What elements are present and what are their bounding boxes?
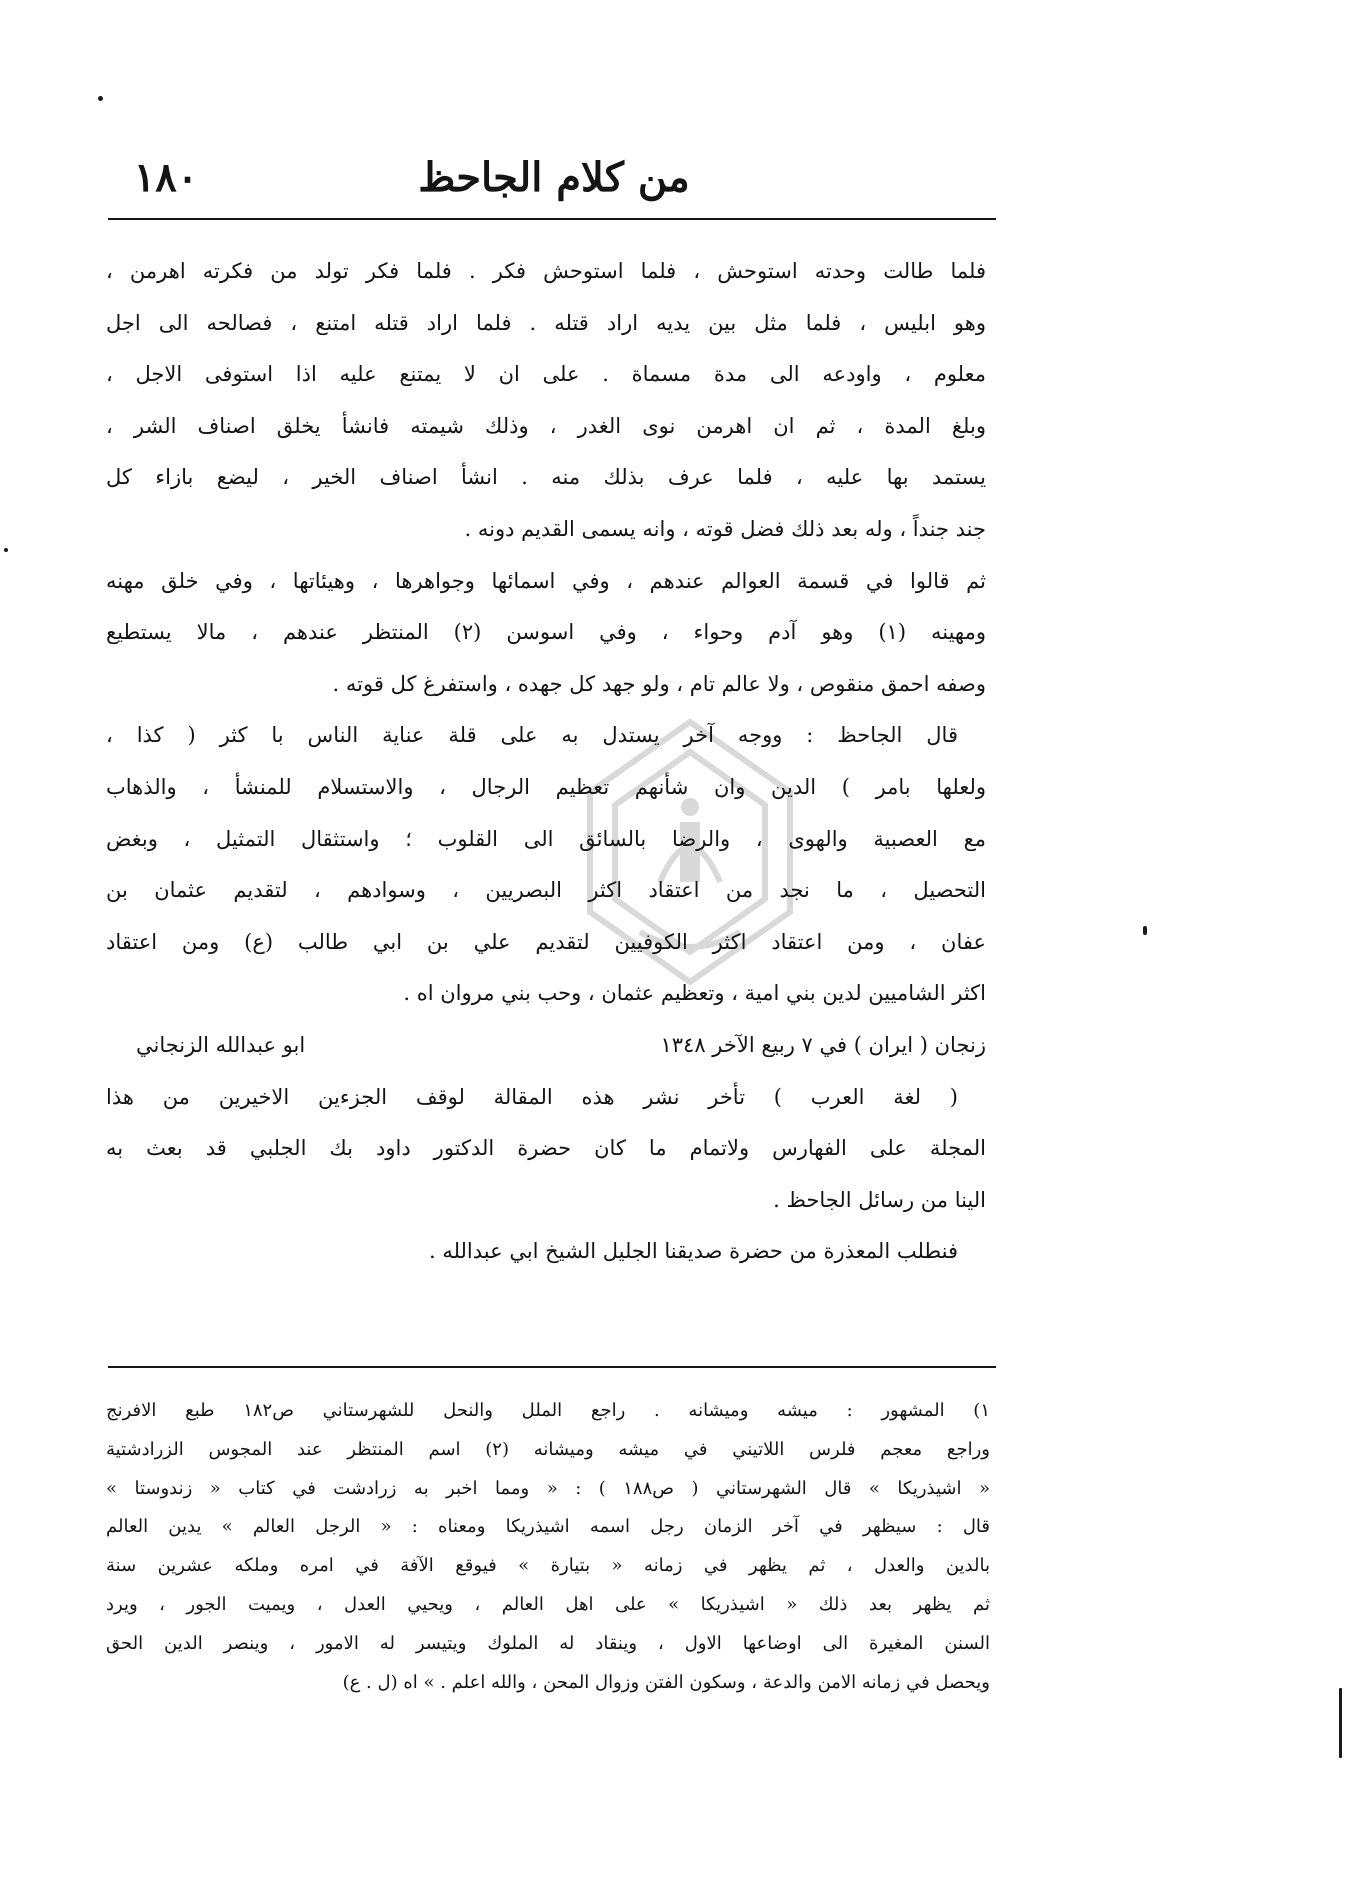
scan-speck [4, 548, 8, 552]
footnote-line: ويحصل في زمانه الامن والدعة ، وسكون الفتن وزوال المحن ، والله اعلم . » اه (ل . ع) [342, 1671, 990, 1693]
header-rule [108, 218, 996, 220]
page-header [106, 145, 1002, 211]
body-line: التحصيل ، ما نجد من اعتقاد اكثر البصريين ، وسوادهم ، لتقديم عثمان بن [106, 878, 986, 903]
body-line: ولعلها بامر ) الدين وان شأنهم تعظيم الرجال ، والاستسلام للمنشأ ، والذهاب [106, 774, 986, 799]
footnotes [106, 1392, 990, 1702]
body-line: مع العصبية والهوى ، والرضا بالسائق الى القلوب ؛ واستثقال التمثيل ، وبغض [106, 826, 986, 851]
editor-note-line: فنطلب المعذرة من حضرة صديقنا الجليل الشيخ ابي عبدالله . [428, 1239, 958, 1264]
body-line: معلوم ، واودعه الى مدة مسماة . على ان لا يمتنع عليه اذا استوفى الاجل ، [106, 362, 986, 387]
signature-place-date: زنجان ( ايران ) في ٧ ربيع الآخر ١٣٤٨ [660, 1032, 986, 1057]
footnote-line: بالدين والعدل ، ثم يظهر في زمانه « بتيارة » فيوقع الآفة في امره وملكه عشرين سنة [106, 1555, 990, 1577]
signature-author: ابو عبدالله الزنجاني [136, 1032, 306, 1057]
body-line: عفان ، ومن اعتقاد اكثر الكوفيين لتقديم علي بن ابي طالب (ع) ومن اعتقاد [106, 929, 986, 954]
scan-speck [1143, 926, 1147, 935]
body-line: يستمد بها عليه ، فلما عرف بذلك منه . انشأ اصناف الخير ، ليضع بازاء كل [106, 465, 986, 490]
footnote-line: ١) المشهور : ميشه وميشانه . راجع الملل والنحل للشهرستاني ص١٨٢ طبع الافرنج [106, 1400, 990, 1421]
footnote-line: قال : سيظهر في آخر الزمان رجل اسمه اشيذريكا ومعناه : « الرجل العالم » يدين العالم [106, 1516, 990, 1538]
page-title: من كلام الجاحظ [418, 154, 690, 201]
scan-speck [1339, 1688, 1342, 1758]
page-number: ١٨٠ [133, 154, 199, 201]
footnote-line: « اشيذريكا » قال الشهرستاني ( ص١٨٨ ) : « ومما اخبر به زرادشت في كتاب « زندوستا » [106, 1477, 990, 1499]
footnote-rule [108, 1366, 996, 1368]
body-line: ثم قالوا في قسمة العوالم عندهم ، وفي اسمائها وجواهرها ، وهيئاتها ، وفي خلق مهنه [106, 568, 986, 593]
editor-note-line: الينا من رسائل الجاحظ . [773, 1187, 986, 1212]
article-body [106, 246, 986, 1278]
footnote-line: ثم يظهر بعد ذلك « اشيذريكا » على اهل العالم ، ويحيي العدل ، ويميت الجور ، ويرد [106, 1593, 990, 1615]
footnote-line: السنن المغيرة الى اوضاعها الاول ، وينقاد له الملوك ويتيسر له الامور ، وينصر الدين الحق [106, 1632, 990, 1654]
body-line: وهو ابليس ، فلما مثل بين يديه اراد قتله . فلما اراد قتله امتنع ، فصالحه الى اجل [106, 310, 986, 335]
body-line: اكثر الشاميين لدين بني امية ، وتعظيم عثمان ، وحب بني مروان اه . [403, 981, 986, 1006]
scan-speck [98, 96, 103, 101]
body-line: جند جنداً ، وله بعد ذلك فضل قوته ، وانه يسمى القديم دونه . [464, 516, 986, 541]
editor-note-line: ( لغة العرب ) تأخر نشر هذه المقالة لوقف الجزءين الاخيرين من هذا [106, 1084, 958, 1109]
signature-row [106, 1020, 986, 1072]
body-line: وصفه احمق منقوص ، ولا عالم تام ، ولو جهد كل جهده ، واستفرغ كل قوته . [332, 671, 986, 696]
body-line: وبلغ المدة ، ثم ان اهرمن نوى الغدر ، وذلك شيمته فانشأ يخلق اصناف الشر ، [106, 413, 986, 438]
body-line: ومهينه (١) وهو آدم وحواء ، وفي اسوسن (٢) المنتظر عندهم ، مالا يستطيع [106, 620, 986, 645]
body-line: فلما طالت وحدته استوحش ، فلما استوحش فكر . فلما فكر تولد من فكرته اهرمن ، [106, 259, 986, 283]
body-line: قال الجاحظ : ووجه آخر يستدل به على قلة عناية الناس با كثر ( كذا ، [106, 723, 958, 748]
footnote-line: وراجع معجم فلرس اللاتيني في ميشه وميشانه (٢) اسم المنتظر عند المجوس الزرادشتية [106, 1438, 990, 1460]
editor-note-line: المجلة على الفهارس ولاتمام ما كان حضرة الدكتور داود بك الجلبي قد بعث به [106, 1136, 986, 1161]
